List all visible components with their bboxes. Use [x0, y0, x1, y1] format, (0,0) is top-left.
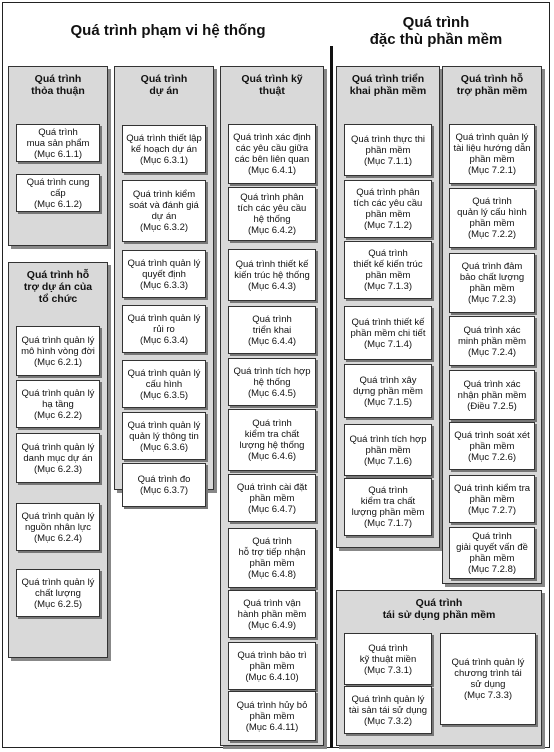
- process-box: [449, 422, 535, 470]
- process-code: (Mục 7.1.5): [363, 396, 413, 408]
- process-code: (Mục 7.1.3): [363, 281, 413, 292]
- process-code: (Mục 6.4.9): [247, 619, 297, 631]
- process-box: [228, 528, 316, 588]
- process-box: [449, 124, 535, 184]
- process-name: Quá trình quản lý chương trình tái sử dụng: [451, 657, 525, 690]
- process-code: (Điều 7.2.5): [467, 400, 517, 412]
- group-title: Quá trình hỗ trợ dự án của tổ chức: [23, 269, 93, 305]
- process-name: Quá trình giải quyết vấn đề phần mềm: [456, 531, 528, 564]
- group-title: Quá trình dự án: [140, 73, 188, 97]
- process-code: (Mục 6.3.5): [139, 389, 189, 401]
- process-name: Quá trình thiết kế kiến trúc phần mềm: [353, 248, 423, 281]
- process-name: Quá trình thực thi phần mềm: [351, 133, 425, 156]
- process-name: Quá trình quản lý cấu hình: [127, 367, 201, 390]
- process-name: Quá trình quản lý tài sản tái sử dụng: [348, 693, 428, 716]
- process-code: (Mục 6.4.2): [247, 225, 297, 236]
- process-box: [440, 633, 536, 725]
- process-name: Quá trình cài đặt phần mềm: [236, 481, 308, 504]
- process-name: Quá trình kiểm tra chất lượng hệ thống: [239, 418, 305, 451]
- process-code: (Mục 7.2.6): [467, 451, 517, 463]
- process-code: (Mục 6.2.4): [33, 532, 83, 544]
- process-name: Quá trình đo: [137, 474, 191, 485]
- process-name: Quá trình bảo trì phần mềm: [237, 649, 307, 672]
- process-code: (Mục 6.3.7): [139, 485, 189, 496]
- process-code: (Mục 6.4.10): [245, 671, 299, 683]
- process-box: [344, 633, 432, 685]
- process-code: (Mục 7.2.8): [467, 564, 517, 575]
- process-box: [228, 306, 316, 354]
- group-title: Quá trình thỏa thuận: [31, 73, 85, 97]
- process-name: Quá trình xác minh phần mềm: [457, 324, 527, 347]
- process-box: [344, 478, 432, 536]
- process-name: Quá trình quản lý tài liệu hướng dẫn phần mềm: [453, 132, 531, 165]
- process-code: (Mục 6.2.1): [33, 356, 83, 368]
- process-code: (Mục 6.1.1): [33, 148, 83, 160]
- process-code: (Mục 7.1.4): [363, 338, 413, 350]
- process-box: [122, 250, 206, 298]
- process-box: [344, 364, 432, 418]
- process-box: [122, 360, 206, 408]
- process-name: Quá trình xác nhận phần mềm: [457, 378, 527, 401]
- process-box: [228, 187, 316, 241]
- process-name: Quá trình thiết kế phần mềm chi tiết: [350, 316, 426, 339]
- process-name: Quá trình kỹ thuật miền: [359, 642, 417, 665]
- process-code: (Mục 6.3.4): [139, 334, 189, 346]
- process-box: [449, 253, 535, 313]
- process-name: Quá trình triển khai: [252, 313, 292, 336]
- process-name: Quá trình kiểm tra phần mềm: [453, 482, 531, 505]
- process-name: Quá trình tích hợp phần mềm: [349, 433, 427, 456]
- group-title: Quá trình hỗ trợ phần mềm: [456, 73, 528, 97]
- process-code: (Mục 7.1.7): [363, 518, 413, 529]
- process-code: (Mục 7.2.1): [467, 165, 517, 176]
- process-code: (Mục 6.4.6): [247, 451, 297, 462]
- process-name: Quá trình hỗ trợ tiếp nhận phần mềm: [238, 536, 306, 569]
- process-box: [449, 370, 535, 420]
- group-title: Quá trình kỹ thuật: [241, 73, 303, 97]
- process-name: Quá trình quản lý quyết định: [127, 257, 201, 280]
- system-scope-title: Quá trình phạm vi hệ thống: [70, 22, 266, 39]
- process-name: Quá trình quản lý hạ tầng: [21, 387, 95, 410]
- process-code: (Mục 6.2.3): [33, 463, 83, 475]
- process-code: (Mục 6.2.2): [33, 409, 83, 421]
- process-name: Quá trình quản lý cấu hình phần mềm: [457, 196, 527, 229]
- process-code: (Mục 6.3.3): [139, 279, 189, 291]
- process-code: (Mục 7.2.2): [467, 229, 517, 240]
- process-code: (Mục 7.1.2): [363, 220, 413, 231]
- process-box: [344, 180, 432, 238]
- process-box: [228, 590, 316, 638]
- process-code: (Mục 6.4.5): [247, 387, 297, 399]
- process-code: (Mục 6.3.6): [139, 441, 189, 453]
- process-name: Quá trình vận hành phần mềm: [237, 597, 307, 620]
- process-code: (Mục 7.2.4): [467, 346, 517, 358]
- process-box: [344, 686, 432, 734]
- process-code: (Mục 7.1.1): [363, 155, 413, 167]
- process-name: Quá trình thiết lập kế hoạch dự án: [126, 132, 202, 155]
- process-name: Quá trình xây dựng phần mềm: [353, 374, 423, 397]
- process-name: Quá trình mua sản phẩm: [26, 126, 90, 149]
- process-box: [228, 358, 316, 406]
- process-box: [16, 124, 100, 162]
- process-name: Quá trình soát xét phần mềm: [454, 429, 530, 452]
- scope-divider: [330, 46, 333, 748]
- process-code: (Mục 6.1.2): [33, 198, 83, 210]
- process-name: Quá trình quản lý nguồn nhân lực: [21, 510, 95, 533]
- process-name: Quá trình quản lý rủi ro: [127, 312, 201, 335]
- process-box: [449, 188, 535, 248]
- process-box: [122, 125, 206, 173]
- process-box: [344, 306, 432, 360]
- process-box: [122, 412, 206, 460]
- process-box: [16, 326, 100, 376]
- process-name: Quá trình quản lý danh mục dự án: [21, 441, 95, 464]
- process-name: Quá trình phân tích các yêu cầu hệ thống: [237, 192, 307, 225]
- process-name: Quá trình kiểm tra chất lượng phần mềm: [351, 485, 425, 518]
- process-box: [344, 424, 432, 476]
- process-name: Quá trình xác định các yêu cầu giữa các bên liên quan: [233, 132, 311, 165]
- process-name: Quá trình hủy bỏ phần mềm: [236, 699, 308, 722]
- group-title: Quá trình tái sử dụng phần mềm: [382, 597, 496, 621]
- process-box: [122, 463, 206, 507]
- process-box: [228, 474, 316, 522]
- process-box: [16, 569, 100, 617]
- process-name: Quá trình quản lý chất lượng: [21, 576, 95, 599]
- process-code: (Mục 7.3.3): [463, 690, 513, 701]
- process-box: [228, 691, 316, 741]
- process-code: (Mục 7.2.3): [467, 294, 517, 305]
- process-box: [16, 380, 100, 428]
- process-box: [16, 503, 100, 551]
- process-code: (Mục 6.4.7): [247, 503, 297, 515]
- process-box: [228, 124, 316, 184]
- process-code: (Mục 7.2.7): [467, 504, 517, 516]
- process-name: Quá trình tích hợp hệ thống: [233, 365, 311, 388]
- process-box: [344, 241, 432, 299]
- process-name: Quá trình quản lý quản lý thông tin: [127, 419, 201, 442]
- process-code: (Mục 7.3.2): [363, 715, 413, 727]
- group-title: Quá trình triển khai phần mềm: [349, 73, 427, 97]
- process-name: Quá trình cung cấp: [26, 176, 90, 199]
- process-code: (Mục 6.4.3): [247, 280, 297, 292]
- process-code: (Mục 6.3.2): [139, 222, 189, 233]
- process-code: (Mục 6.2.5): [33, 598, 83, 610]
- process-code: (Mục 6.4.1): [247, 165, 297, 176]
- process-code: (Mục 6.4.8): [247, 569, 297, 580]
- process-box: [228, 642, 316, 690]
- process-code: (Mục 6.4.4): [247, 335, 297, 347]
- process-box: [16, 174, 100, 212]
- process-box: [122, 180, 206, 242]
- process-box: [16, 433, 100, 483]
- process-name: Quá trình thiết kế kiến trúc hệ thống: [234, 258, 310, 281]
- process-code: (Mục 7.3.1): [363, 664, 413, 676]
- software-specific-title: Quá trình đặc thù phần mềm: [369, 14, 503, 48]
- process-code: (Mục 6.3.1): [139, 154, 189, 166]
- process-name: Quá trình kiểm soát và đánh giá dự án: [129, 189, 199, 222]
- process-code: (Mục 7.1.6): [363, 455, 413, 467]
- process-box: [344, 124, 432, 176]
- process-box: [449, 527, 535, 579]
- process-box: [449, 316, 535, 366]
- process-name: Quá trình đảm bảo chất lượng phần mềm: [459, 261, 525, 294]
- process-code: (Mục 6.4.11): [245, 721, 299, 733]
- process-box: [449, 475, 535, 523]
- process-box: [228, 249, 316, 301]
- process-box: [122, 305, 206, 353]
- process-box: [228, 409, 316, 471]
- process-name: Quá trình phân tích các yêu cầu phần mềm: [353, 187, 423, 220]
- process-name: Quá trình quản lý mô hình vòng đời: [21, 334, 95, 357]
